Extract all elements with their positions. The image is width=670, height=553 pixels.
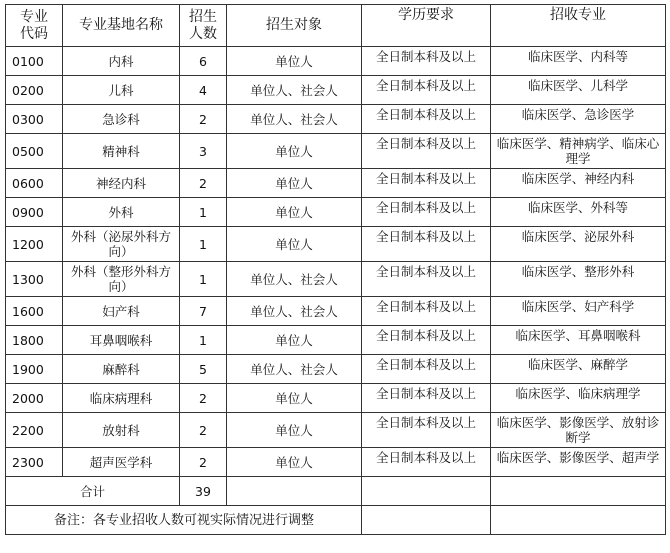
education-cell: 全日制本科及以上: [362, 105, 491, 134]
table-row: [6, 448, 666, 477]
major-cell: 临床医学、整形外科: [491, 262, 666, 297]
major-cell: 临床医学、急诊医学: [491, 105, 666, 134]
education-cell: 全日制本科及以上: [362, 134, 491, 169]
education-cell: 全日制本科及以上: [362, 413, 491, 448]
major-cell: 临床医学、影像医学、超声学: [491, 448, 666, 477]
major-cell: 临床医学、外科等: [491, 198, 666, 227]
count-cell: 1: [180, 227, 227, 262]
header-row: [6, 5, 666, 47]
target-cell: 单位人、社会人: [227, 297, 362, 326]
target-cell: 单位人、社会人: [227, 76, 362, 105]
target-cell: 单位人: [227, 413, 362, 448]
note-empty-cell: [362, 506, 491, 535]
code-cell: 1800: [6, 326, 63, 355]
table-row: [6, 134, 666, 169]
header-count: 招生 人数: [180, 5, 227, 47]
count-cell: 2: [180, 448, 227, 477]
table-row: [6, 297, 666, 326]
table-row: [6, 169, 666, 198]
header-name: 专业基地名称: [63, 5, 180, 47]
name-cell: 神经内科: [63, 169, 180, 198]
major-cell: 临床医学、泌尿外科: [491, 227, 666, 262]
major-cell: 临床医学、神经内科: [491, 169, 666, 198]
table-row: [6, 198, 666, 227]
name-cell: 耳鼻咽喉科: [63, 326, 180, 355]
count-cell: 6: [180, 47, 227, 76]
major-cell: 临床医学、妇产科学: [491, 297, 666, 326]
note-text: 备注：各专业招收人数可视实际情况进行调整: [6, 506, 362, 535]
count-cell: 4: [180, 76, 227, 105]
education-cell: 全日制本科及以上: [362, 384, 491, 413]
code-cell: 2000: [6, 384, 63, 413]
code-cell: 1900: [6, 355, 63, 384]
education-cell: 全日制本科及以上: [362, 262, 491, 297]
education-cell: 全日制本科及以上: [362, 76, 491, 105]
target-cell: 单位人: [227, 227, 362, 262]
note-row: [6, 506, 666, 535]
table-body: [6, 47, 666, 477]
count-cell: 2: [180, 384, 227, 413]
total-empty-cell: [227, 477, 362, 506]
major-cell: 临床医学、耳鼻咽喉科: [491, 326, 666, 355]
name-cell: 临床病理科: [63, 384, 180, 413]
count-cell: 2: [180, 105, 227, 134]
code-cell: 1200: [6, 227, 63, 262]
major-cell: 临床医学、精神病学、临床心理学: [491, 134, 666, 169]
total-label: 合计: [6, 477, 180, 506]
major-cell: 临床医学、内科等: [491, 47, 666, 76]
name-cell: 放射科: [63, 413, 180, 448]
count-cell: 2: [180, 413, 227, 448]
target-cell: 单位人: [227, 169, 362, 198]
code-cell: 0200: [6, 76, 63, 105]
major-cell: 临床医学、临床病理学: [491, 384, 666, 413]
name-cell: 内科: [63, 47, 180, 76]
education-cell: 全日制本科及以上: [362, 326, 491, 355]
table-row: [6, 355, 666, 384]
target-cell: 单位人: [227, 384, 362, 413]
name-cell: 急诊科: [63, 105, 180, 134]
major-cell: 临床医学、儿科学: [491, 76, 666, 105]
total-empty-cell: [362, 477, 491, 506]
education-cell: 全日制本科及以上: [362, 355, 491, 384]
table-row: [6, 326, 666, 355]
education-cell: 全日制本科及以上: [362, 448, 491, 477]
major-cell: 临床医学、麻醉学: [491, 355, 666, 384]
target-cell: 单位人: [227, 448, 362, 477]
note-empty-cell: [491, 506, 666, 535]
education-cell: 全日制本科及以上: [362, 169, 491, 198]
code-cell: 0500: [6, 134, 63, 169]
major-cell: 临床医学、影像医学、放射诊断学: [491, 413, 666, 448]
header-target: 招生对象: [227, 5, 362, 47]
name-cell: 精神科: [63, 134, 180, 169]
education-cell: 全日制本科及以上: [362, 198, 491, 227]
target-cell: 单位人、社会人: [227, 262, 362, 297]
education-cell: 全日制本科及以上: [362, 47, 491, 76]
header-major: 招收专业: [491, 5, 666, 47]
education-cell: 全日制本科及以上: [362, 297, 491, 326]
table-row: [6, 76, 666, 105]
name-cell: 麻醉科: [63, 355, 180, 384]
target-cell: 单位人、社会人: [227, 355, 362, 384]
name-cell: 外科: [63, 198, 180, 227]
count-cell: 5: [180, 355, 227, 384]
total-empty-cell: [491, 477, 666, 506]
count-cell: 2: [180, 169, 227, 198]
count-cell: 3: [180, 134, 227, 169]
code-cell: 1600: [6, 297, 63, 326]
code-cell: 2300: [6, 448, 63, 477]
target-cell: 单位人: [227, 326, 362, 355]
education-cell: 全日制本科及以上: [362, 227, 491, 262]
table-row: [6, 413, 666, 448]
table-row: [6, 47, 666, 76]
code-cell: 0900: [6, 198, 63, 227]
header-code: 专业 代码: [6, 5, 63, 47]
count-cell: 1: [180, 326, 227, 355]
table-row: [6, 384, 666, 413]
name-cell: 妇产科: [63, 297, 180, 326]
name-cell: 儿科: [63, 76, 180, 105]
target-cell: 单位人: [227, 47, 362, 76]
count-cell: 7: [180, 297, 227, 326]
code-cell: 2200: [6, 413, 63, 448]
name-cell: 外科（泌尿外科方向）: [63, 227, 180, 262]
enrollment-table: [5, 4, 666, 535]
total-row: [6, 477, 666, 506]
target-cell: 单位人、社会人: [227, 105, 362, 134]
name-cell: 外科（整形外科方向）: [63, 262, 180, 297]
code-cell: 1300: [6, 262, 63, 297]
table-row: [6, 227, 666, 262]
code-cell: 0600: [6, 169, 63, 198]
name-cell: 超声医学科: [63, 448, 180, 477]
code-cell: 0300: [6, 105, 63, 134]
count-cell: 1: [180, 262, 227, 297]
table-row: [6, 105, 666, 134]
total-count: 39: [180, 477, 227, 506]
count-cell: 1: [180, 198, 227, 227]
code-cell: 0100: [6, 47, 63, 76]
header-education: 学历要求: [362, 5, 491, 47]
target-cell: 单位人: [227, 198, 362, 227]
table-row: [6, 262, 666, 297]
target-cell: 单位人: [227, 134, 362, 169]
